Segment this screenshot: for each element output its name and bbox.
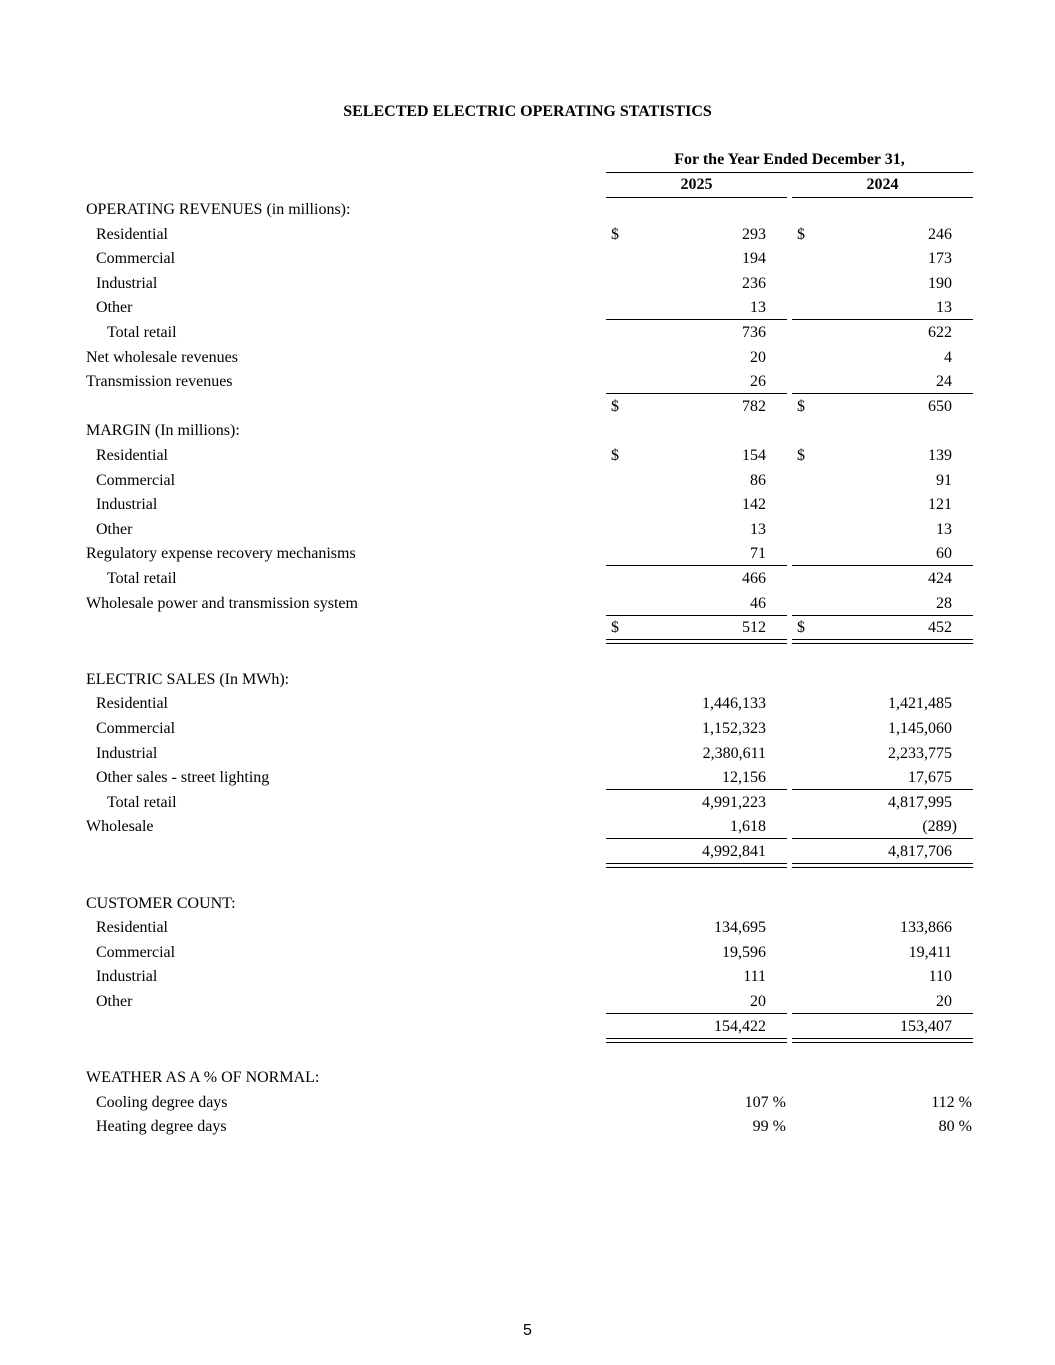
value-2024: 4 <box>944 348 952 366</box>
value-2025: 194 <box>742 250 766 268</box>
value-2024: 452 <box>928 619 952 637</box>
value-2025: 12,156 <box>722 769 766 787</box>
table-row <box>0 296 1055 320</box>
row-label: Commercial <box>96 943 176 961</box>
value-2025: 26 <box>750 373 766 391</box>
value-2025: 736 <box>742 324 766 341</box>
value-2025: 99 % <box>752 1118 786 1136</box>
value-2024: 17,675 <box>908 769 952 787</box>
row-label: Wholesale power and transmission system <box>86 594 358 612</box>
value-2025: 4,992,841 <box>702 843 766 860</box>
table-row <box>0 916 1055 940</box>
value-2024: 424 <box>928 570 952 587</box>
table-row <box>0 791 1055 815</box>
double-rule-2025 <box>606 863 787 868</box>
value-2025: 154,422 <box>714 1017 766 1035</box>
table-row <box>0 892 1055 916</box>
row-label: Total retail <box>107 793 177 811</box>
value-2024: 112 % <box>931 1093 972 1111</box>
table-row <box>0 766 1055 790</box>
value-2025: 1,152,323 <box>702 720 766 737</box>
table-row <box>0 616 1055 640</box>
currency-symbol: $ <box>611 225 619 243</box>
row-label: Residential <box>96 225 168 243</box>
table-row <box>0 1115 1055 1139</box>
table-row <box>0 518 1055 542</box>
table-row <box>0 990 1055 1014</box>
value-2024: 173 <box>928 250 952 268</box>
value-2024: 1,421,485 <box>888 695 952 713</box>
value-2024: 13 <box>936 520 952 538</box>
row-label: Industrial <box>96 274 158 292</box>
table-row <box>0 840 1055 864</box>
double-rule-2025 <box>606 1038 787 1043</box>
row-label: Cooling degree days <box>96 1093 228 1111</box>
value-2025: 86 <box>750 471 766 489</box>
table-row <box>0 965 1055 989</box>
table-row <box>0 592 1055 616</box>
period-header: For the Year Ended December 31, <box>674 151 905 168</box>
value-2024: 4,817,995 <box>888 793 952 811</box>
table-row <box>0 692 1055 716</box>
value-2025: 13 <box>750 299 766 317</box>
currency-symbol: $ <box>797 447 805 464</box>
table-row <box>0 1091 1055 1115</box>
value-2025: 293 <box>742 225 766 243</box>
table-row <box>0 346 1055 370</box>
value-2024: 622 <box>928 324 952 341</box>
row-label: Other <box>96 993 133 1010</box>
table-row <box>0 493 1055 517</box>
value-2024: 80 % <box>938 1118 972 1136</box>
value-2025: 4,991,223 <box>702 793 766 811</box>
row-label: Other <box>96 299 133 317</box>
row-label: Residential <box>96 919 168 937</box>
value-2025: 142 <box>742 496 766 514</box>
currency-symbol: $ <box>611 397 619 415</box>
value-2025: 111 <box>743 968 766 986</box>
value-2025: 466 <box>742 570 766 587</box>
value-2024: 1,145,060 <box>888 720 952 737</box>
page-number: 5 <box>523 1322 532 1339</box>
value-2025: 107 % <box>744 1093 786 1111</box>
value-2024: 139 <box>928 447 952 464</box>
value-2024: 4,817,706 <box>888 843 952 860</box>
row-label: Other <box>96 520 133 538</box>
value-2024: 110 <box>928 968 952 986</box>
value-2025: 20 <box>750 993 766 1010</box>
currency-symbol: $ <box>797 225 805 243</box>
page-title: SELECTED ELECTRIC OPERATING STATISTICS <box>343 103 712 120</box>
value-2025: 2,380,611 <box>702 744 766 762</box>
currency-symbol: $ <box>611 447 619 464</box>
table-row <box>0 198 1055 222</box>
value-2025: 154 <box>742 447 766 464</box>
value-2024: 133,866 <box>900 919 952 937</box>
table-row <box>0 223 1055 247</box>
value-2025: 134,695 <box>714 919 766 937</box>
row-label: Total retail <box>107 324 177 341</box>
row-label: OPERATING REVENUES (in millions): <box>86 201 351 218</box>
value-2025: 512 <box>742 619 766 637</box>
year-header-2025: 2025 <box>680 176 713 193</box>
value-2025: 71 <box>750 545 766 563</box>
row-label: Commercial <box>96 471 176 489</box>
value-2025: 19,596 <box>722 943 766 961</box>
table-row <box>0 1015 1055 1039</box>
row-label: Industrial <box>96 968 158 986</box>
value-2024: 121 <box>928 496 952 514</box>
row-label: Other sales - street lighting <box>96 769 270 787</box>
row-label: Industrial <box>96 744 158 762</box>
row-label: Total retail <box>107 570 177 587</box>
table-row <box>0 395 1055 419</box>
currency-symbol: $ <box>611 619 619 637</box>
value-2024: 19,411 <box>908 943 952 961</box>
currency-symbol: $ <box>797 397 805 415</box>
table-row <box>0 668 1055 692</box>
value-2024: 24 <box>936 373 952 391</box>
table-row <box>0 469 1055 493</box>
row-label: Commercial <box>96 720 176 737</box>
row-label: Regulatory expense recovery mechanisms <box>86 545 356 563</box>
value-2025: 236 <box>742 274 766 292</box>
value-2025: 1,618 <box>730 818 766 836</box>
double-rule-2024 <box>792 863 973 868</box>
table-row <box>0 370 1055 394</box>
double-rule-2024 <box>792 639 973 644</box>
row-label: CUSTOMER COUNT: <box>86 894 236 912</box>
header-rule <box>606 172 973 173</box>
value-2024: 20 <box>936 993 952 1010</box>
value-2024: 650 <box>928 397 952 415</box>
table-row <box>0 567 1055 591</box>
table-row <box>0 321 1055 345</box>
row-label: Industrial <box>96 496 158 514</box>
table-row <box>0 717 1055 741</box>
double-rule-2024 <box>792 1038 973 1043</box>
row-label: Transmission revenues <box>86 373 233 391</box>
value-2024: 13 <box>936 299 952 317</box>
value-2024: 60 <box>936 545 952 563</box>
value-2024: 2,233,775 <box>888 744 952 762</box>
value-2025: 46 <box>750 594 766 612</box>
value-2025: 13 <box>750 520 766 538</box>
row-label: WEATHER AS A % OF NORMAL: <box>86 1069 320 1087</box>
value-2024: 153,407 <box>900 1017 952 1035</box>
value-2024: 91 <box>936 471 952 489</box>
table-row <box>0 419 1055 443</box>
row-label: Commercial <box>96 250 176 268</box>
table-row <box>0 815 1055 839</box>
value-2024: 246 <box>928 225 952 243</box>
table-row <box>0 542 1055 566</box>
value-2024: 28 <box>936 594 952 612</box>
row-label: ELECTRIC SALES (In MWh): <box>86 670 290 688</box>
table-row <box>0 941 1055 965</box>
row-label: Wholesale <box>86 818 154 836</box>
value-2024: (289) <box>922 818 957 836</box>
row-label: Net wholesale revenues <box>86 348 238 366</box>
value-2025: 782 <box>742 397 766 415</box>
year-header-2024: 2024 <box>866 176 899 193</box>
row-label: Residential <box>96 447 168 464</box>
table-row <box>0 247 1055 271</box>
table-row <box>0 444 1055 468</box>
double-rule-2025 <box>606 639 787 644</box>
table-row <box>0 1066 1055 1090</box>
table-row <box>0 742 1055 766</box>
currency-symbol: $ <box>797 619 805 637</box>
value-2025: 1,446,133 <box>702 695 766 713</box>
row-label: Heating degree days <box>96 1118 227 1136</box>
row-label: MARGIN (In millions): <box>86 422 240 440</box>
value-2025: 20 <box>750 348 766 366</box>
value-2024: 190 <box>928 274 952 292</box>
table-row <box>0 272 1055 296</box>
row-label: Residential <box>96 695 168 713</box>
